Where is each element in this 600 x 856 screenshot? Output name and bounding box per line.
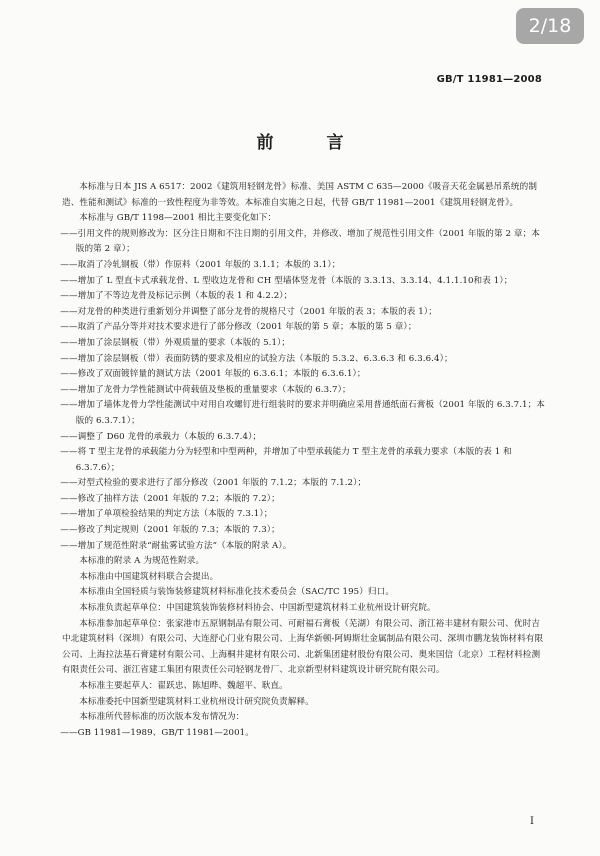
note-paragraph: 本标准委托中国新型建筑材料工业杭州设计研究院负责解释。 [79,696,314,707]
page-number: I [530,816,534,827]
change-item: ——将 T 型主龙骨的承载能力分为轻型和中型两种，并增加了中型承载能力 T 型主龙骨的承载力要求（本版的表 1 和 6.3.7.6）； [60,447,512,473]
change-item: ——对型式检验的要求进行了部分修改（2001 年版的 7.1.2；本版的 7.1.2）； [60,478,367,489]
note-paragraph: 本标准所代替标准的历次版本发布情况为： [79,712,245,723]
change-item: ——增加了涂层钢板（带）外观质量的要求（本版的 5.1）； [60,337,291,348]
change-item: ——取消了冷轧钢板（带）作原料（2001 年版的 3.1.1；本版的 3.1）； [60,259,341,270]
note-paragraph: 本标准的附录 A 为规范性附录。 [79,556,205,567]
intro-paragraph: 本标准与日本 JIS A 6517：2002《建筑用轻钢龙骨》标准、美国 ASTM C 635—2000《吸音天花金属悬吊系统的制造、性能和测试》标准的一致性程度为非等效。本标准自实施之日起，代替 GB/T 11981—2001《建筑用轻钢龙骨》。 [62,182,538,208]
note-paragraph: 本标准由中国建筑材料联合会提出。 [79,571,219,582]
change-item: ——修改了判定规则（2001 年版的 7.3；本版的 7.3）； [60,525,280,536]
change-item: ——增加了涂层钢板（带）表面防锈的要求及相应的试验方法（本版的 5.3.2、6.3.6.3 和 6.3.6.4）； [60,353,453,364]
standard-code: GB/T 11981—2008 [436,74,542,85]
change-item: ——增加了墙体龙骨力学性能测试中对用自攻螺钉进行组装时的要求并明确应采用普通纸面石膏板（2001 年版的 6.3.7.1；本版的 6.3.7.1）； [60,400,545,426]
note-paragraph: 本标准由全国轻质与装饰装修建筑材料标准化技术委员会（SAC/TC 195）归口。 [79,587,395,598]
change-item: ——引用文件的规则修改为：区分注日期和不注日期的引用文件，并修改、增加了规范性引用文件（2001 年版的第 2 章；本版的第 2 章）； [60,228,540,255]
change-item: ——增加了不等边龙骨及标记示例（本版的表 1 和 4.2.2）； [60,291,293,302]
note-paragraph: 本标准参加起草单位：张家港市五原钢制品有限公司、可耐福石膏板（芜湖）有限公司、浙江裕丰建材有限公司、优时吉中北建筑材料（深圳）有限公司、大连舒心门业有限公司、上海华新顿-阿姆斯壮金属制品有限公司、深圳市鹏龙装饰材料有限公司、上海拉法基石膏建材有限公司、上海桐井建材有限公司、北新集团建材股份有限公司、奥来国信（北京）工程材料检测有限责任公司、浙江省建工集团有限责任公司轻钢龙骨厂、北京新型材料建筑设计研究院有限公司。 [62,618,544,676]
change-item: ——增加了规范性附录“耐盐雾试验方法”（本版的附录 A）。 [60,540,292,551]
history-item: ——GB 11981—1989、GB/T 11981—2001。 [60,727,254,738]
page-title: 前 言 [256,133,362,153]
change-item: ——调整了 D60 龙骨的承载力（本版的 6.3.7.4）； [60,431,262,442]
change-item: ——增加了 L 型直卡式承载龙骨、L 型收边龙骨和 CH 型墙体竖龙骨（本版的 3.3.13、3.3.14、4.1.1.10和表 1）； [60,275,513,286]
change-item: ——对龙骨的种类进行重新划分并调整了部分龙骨的规格尺寸（2001 年版的表 3；本版的表 1）； [60,306,437,317]
change-item: ——增加了单项检验结果的判定方法（本版的 7.3.1）； [60,509,273,520]
change-item: ——取消了产品分等并对技术要求进行了部分修改（2001 年版的第 5 章；本版的第 5 章）； [60,322,417,333]
document-body [62,180,548,741]
change-item: ——修改了抽样方法（2001 年版的 7.2；本版的 7.2）； [60,493,280,504]
note-paragraph: 本标准负责起草单位：中国建筑装饰装修材料协会、中国新型建筑材料工业杭州设计研究院。 [79,603,436,614]
changes-intro: 本标准与 GB/T 1198—2001 相比主要变化如下： [79,213,277,224]
change-item: ——修改了双面镀锌量的测试方法（2001 年版的 6.3.6.1；本版的 6.3.6.1）； [60,369,366,380]
note-paragraph: 本标准主要起草人：翟跃忠、陈旭晔、魏超平、耿直。 [79,681,288,691]
change-item: ——增加了龙骨力学性能测试中荷载值及垫板的重量要求（本版的 6.3.7）； [60,384,351,395]
page-counter: 2/18 [516,8,584,44]
